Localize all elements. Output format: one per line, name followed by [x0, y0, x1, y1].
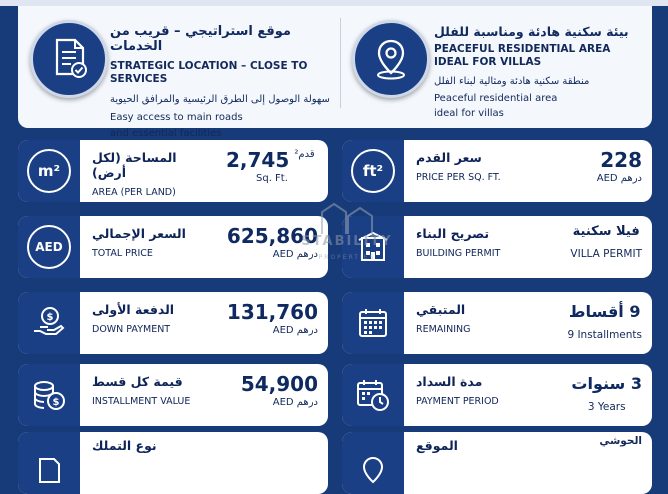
remaining-value-en: 9 Installments — [567, 329, 642, 341]
location-desc-en-2: and essential facilities — [110, 128, 222, 139]
total-unit: AED درهم — [272, 249, 318, 260]
document-check-icon — [30, 20, 108, 98]
area-unit-en: Sq. Ft. — [256, 173, 288, 184]
remaining-value-ar: 9 أقساط — [568, 302, 641, 321]
area-value: 2,745 — [226, 148, 290, 172]
aed-icon: AED — [18, 216, 80, 278]
card-remaining — [342, 292, 652, 354]
permit-label-ar: تصريح البناء — [416, 226, 490, 241]
location-label-ar: الموقع — [416, 438, 458, 453]
installment-value: 54,900 — [240, 372, 318, 396]
card-payment-period — [342, 364, 652, 426]
period-label-ar: مدة السداد — [416, 374, 483, 389]
document-icon — [18, 432, 80, 494]
installment-label-ar: قيمة كل قسط — [92, 374, 183, 389]
feature-residential-area — [348, 12, 652, 124]
total-label-en: TOTAL PRICE — [92, 248, 153, 259]
square-meter-icon: m² — [18, 140, 80, 202]
area-unit-ar: قدم² — [294, 149, 315, 160]
remaining-label-en: REMAINING — [416, 324, 471, 335]
price-sqft-label-ar: سعر القدم — [416, 150, 482, 165]
location-icon — [342, 432, 404, 494]
feature-strategic-location — [18, 12, 336, 139]
card-down-payment — [18, 292, 328, 354]
card-installment-value — [18, 364, 328, 426]
square-foot-icon: ft² — [342, 140, 404, 202]
ownership-label-ar: نوع التملك — [92, 438, 157, 453]
watermark-subtext: PROPERTIES — [318, 254, 376, 261]
card-area — [18, 140, 328, 202]
location-desc-en-1: Easy access to main roads — [110, 112, 243, 123]
location-value-ar: الحوشي — [599, 435, 642, 447]
residential-title-en-1: PEACEFUL RESIDENTIAL AREA — [434, 43, 611, 55]
period-value-en: 3 Years — [587, 401, 626, 413]
period-value-ar: 3 سنوات — [571, 374, 642, 393]
coins-icon — [18, 364, 80, 426]
down-label-ar: الدفعة الأولى — [92, 302, 175, 317]
area-label-en: AREA (PER LAND) — [92, 187, 176, 198]
svg-text:$: $ — [46, 312, 54, 323]
residential-desc-ar: منطقة سكنية هادئة ومثالية لبناء الفلل — [434, 76, 590, 87]
down-value: 131,760 — [226, 300, 318, 324]
price-sqft-label-en: PRICE PER SQ. FT. — [416, 172, 501, 183]
calendar-icon — [342, 292, 404, 354]
residential-title-en-2: IDEAL FOR VILLAS — [434, 56, 542, 68]
residential-title-ar: بيئة سكنية هادئة ومناسبة للفلل — [434, 24, 629, 39]
card-location — [342, 432, 652, 494]
hand-coin-icon — [18, 292, 80, 354]
period-label-en: PAYMENT PERIOD — [416, 396, 499, 407]
features-divider — [340, 18, 341, 108]
area-label-ar: المساحة (لكل أرض) — [92, 150, 177, 180]
watermark-text: STABILITY — [301, 234, 393, 249]
residential-desc-en-2: ideal for villas — [434, 108, 504, 119]
building-icon — [342, 216, 404, 278]
installment-label-en: INSTALLMENT VALUE — [92, 396, 191, 407]
card-total-price — [18, 216, 328, 278]
card-building-permit — [342, 216, 652, 278]
permit-value-en: VILLA PERMIT — [570, 248, 642, 260]
installment-unit: AED درهم — [272, 397, 318, 408]
permit-value-ar: فيلا سكنية — [572, 224, 640, 239]
card-price-per-sqft — [342, 140, 652, 202]
calendar-clock-icon — [342, 364, 404, 426]
total-label-ar: السعر الإجمالي — [92, 226, 186, 241]
location-pin-icon — [352, 20, 430, 98]
residential-desc-en-1: Peaceful residential area — [434, 93, 558, 104]
location-title-ar: موقع استراتيجي – قريب من الخدمات — [110, 24, 291, 54]
price-sqft-unit: AED درهم — [596, 173, 642, 184]
permit-label-en: BUILDING PERMIT — [416, 248, 501, 259]
down-unit: AED درهم — [272, 325, 318, 336]
svg-text:$: $ — [52, 397, 60, 408]
down-label-en: DOWN PAYMENT — [92, 324, 171, 335]
card-ownership-type — [18, 432, 328, 494]
price-sqft-value: 228 — [600, 148, 642, 172]
total-value: 625,860 — [226, 224, 318, 248]
features-panel — [18, 6, 652, 139]
location-desc-ar: سهولة الوصول إلى الطرق الرئيسية والمرافق الحيوية — [110, 94, 330, 105]
remaining-label-ar: المتبقي — [416, 302, 466, 317]
location-title-en: STRATEGIC LOCATION – CLOSE TO SERVICES — [110, 60, 308, 85]
